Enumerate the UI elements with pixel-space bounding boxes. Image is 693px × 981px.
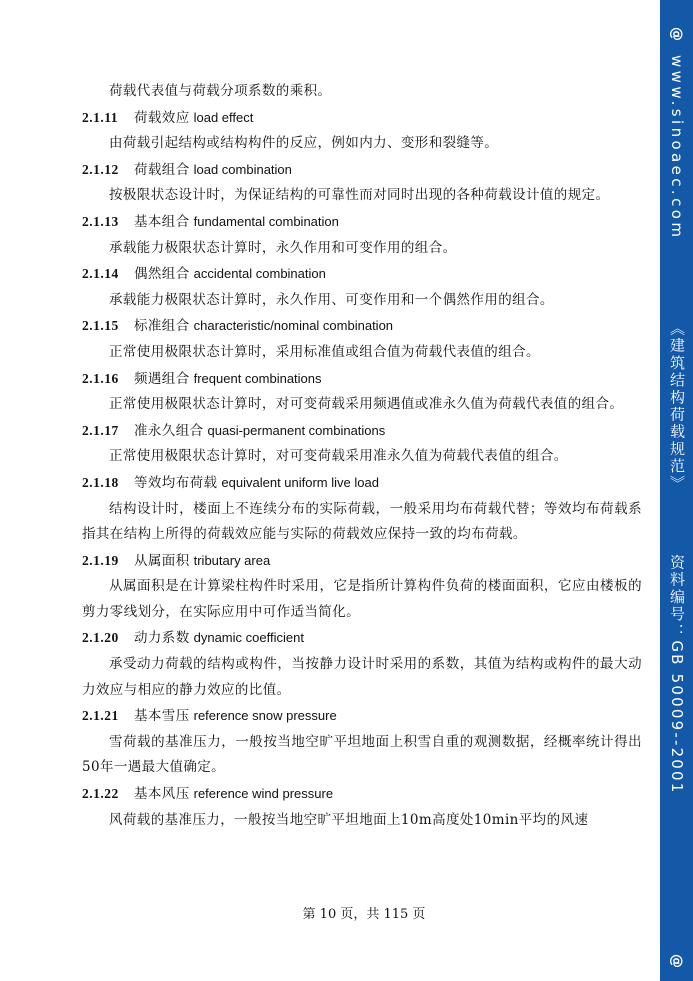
clause-number: 2.1.15 [82, 318, 119, 334]
clause-number: 2.1.11 [82, 109, 119, 125]
clause-number: 2.1.18 [82, 474, 119, 490]
clause-heading [82, 418, 642, 445]
clause-heading [82, 209, 642, 236]
clause-definition: 承载能力极限状态计算时，永久作用、可变作用和一个偶然作用的组合。 [109, 291, 554, 308]
clause-definition: 承受动力荷载的结构或构件，当按静力设计时采用的系数，其值为结构或构件的最大动力效应与相应的静力效应的比值。 [82, 656, 642, 698]
clause-list [82, 105, 642, 834]
clause-term: 从属面积 [134, 552, 190, 569]
clause-heading [82, 157, 642, 184]
clause-term-english: fundamental combination [193, 213, 339, 229]
clause-heading [82, 313, 642, 340]
clause-term-english: characteristic/nominal combination [193, 318, 394, 334]
sidebar-banner [660, 0, 693, 981]
clause-definition: 正常使用极限状态计算时，对可变荷载采用频遇值或准永久值为荷载代表值的组合。 [109, 396, 624, 413]
clause-heading [82, 703, 642, 730]
clause-term: 基本风压 [134, 786, 190, 803]
clause-heading [82, 366, 642, 393]
clause-heading [82, 625, 642, 652]
clause-term: 频遇组合 [134, 370, 190, 387]
clause-definition: 从属面积是在计算梁柱构件时采用，它是指所计算构件负荷的楼面面积，它应由楼板的剪力零线划分，在实际应用中可作适当简化。 [82, 578, 642, 620]
clause-term-english: reference wind pressure [193, 786, 334, 802]
clause-number: 2.1.14 [82, 266, 119, 282]
clause-definition: 按极限状态设计时，为保证结构的可靠性而对同时出现的各种荷载设计值的规定。 [109, 187, 610, 204]
clause-definition: 结构设计时，楼面上不连续分布的实际荷载，一般采用均布荷载代替；等效均布荷载系指其在结构上所得的荷载效应能与实际的荷载效应保持一致的均布荷载。 [82, 500, 642, 543]
clause-definition: 雪荷载的基准压力，一般按当地空旷平坦地面上积雪自重的观测数据，经概率统计得出50年一遇最大值确定。 [82, 733, 642, 776]
clause-heading [82, 548, 642, 575]
clause-definition: 正常使用极限状态计算时，采用标准值或组合值为荷载代表值的组合。 [109, 343, 540, 360]
clause-term-english: load combination [193, 161, 292, 177]
clause-term-english: dynamic coefficient [193, 630, 304, 646]
clause-definition: 正常使用极限状态计算时，对可变荷载采用准永久值为荷载代表值的组合。 [109, 448, 568, 465]
clause-term: 荷载组合 [134, 161, 190, 178]
clause-definition: 承载能力极限状态计算时，永久作用和可变作用的组合。 [109, 239, 457, 256]
clause-term: 等效均布荷载 [134, 474, 218, 491]
clause-number: 2.1.13 [82, 213, 119, 229]
sidebar-text [667, 55, 688, 795]
clause-number: 2.1.12 [82, 161, 119, 177]
clause-number: 2.1.20 [82, 630, 119, 646]
clause-definition: 风荷载的基准压力，一般按当地空旷平坦地面上10m高度处10min平均的风速 [109, 811, 589, 828]
clause-heading [82, 105, 642, 132]
clause-number: 2.1.17 [82, 422, 119, 438]
at-symbol-top: @ [668, 27, 685, 41]
at-symbol-bottom: @ [668, 954, 685, 968]
clause-term: 标准组合 [134, 318, 190, 335]
clause-number: 2.1.19 [82, 552, 119, 568]
sidebar-url[interactable]: www.sinoaec.com [668, 55, 686, 241]
page-content [82, 79, 642, 833]
clause-term-english: reference snow pressure [193, 708, 337, 724]
clause-heading [82, 261, 642, 288]
clause-term-english: quasi-permanent combinations [207, 422, 386, 438]
clause-number: 2.1.16 [82, 370, 119, 386]
sidebar-doc-number: 资料编号：GB 50009--2001 [668, 554, 686, 795]
clause-term: 偶然组合 [134, 266, 190, 283]
clause-term-english: equivalent uniform live load [221, 474, 379, 490]
page-footer: 第 10 页，共 115 页 [302, 907, 426, 922]
clause-term: 动力系数 [134, 630, 190, 647]
clause-definition: 由荷载引起结构或结构构件的反应，例如内力、变形和裂缝等。 [109, 135, 499, 152]
clause-term-english: tributary area [193, 552, 271, 568]
clause-number: 2.1.21 [82, 708, 119, 724]
clause-number: 2.1.22 [82, 786, 119, 802]
sidebar-book-title: 《建筑结构荷载规范》 [668, 320, 686, 493]
clause-term-english: load effect [193, 109, 254, 125]
clause-term: 荷载效应 [134, 109, 190, 126]
clause-heading [82, 781, 642, 808]
clause-term-english: accidental combination [193, 266, 326, 282]
clause-term: 基本组合 [134, 213, 190, 230]
clause-term: 基本雪压 [134, 708, 190, 725]
clause-heading [82, 470, 642, 497]
intro-line: 荷载代表值与荷载分项系数的乘积。 [109, 83, 332, 99]
clause-term: 准永久组合 [134, 422, 204, 439]
clause-term-english: frequent combinations [193, 370, 322, 386]
